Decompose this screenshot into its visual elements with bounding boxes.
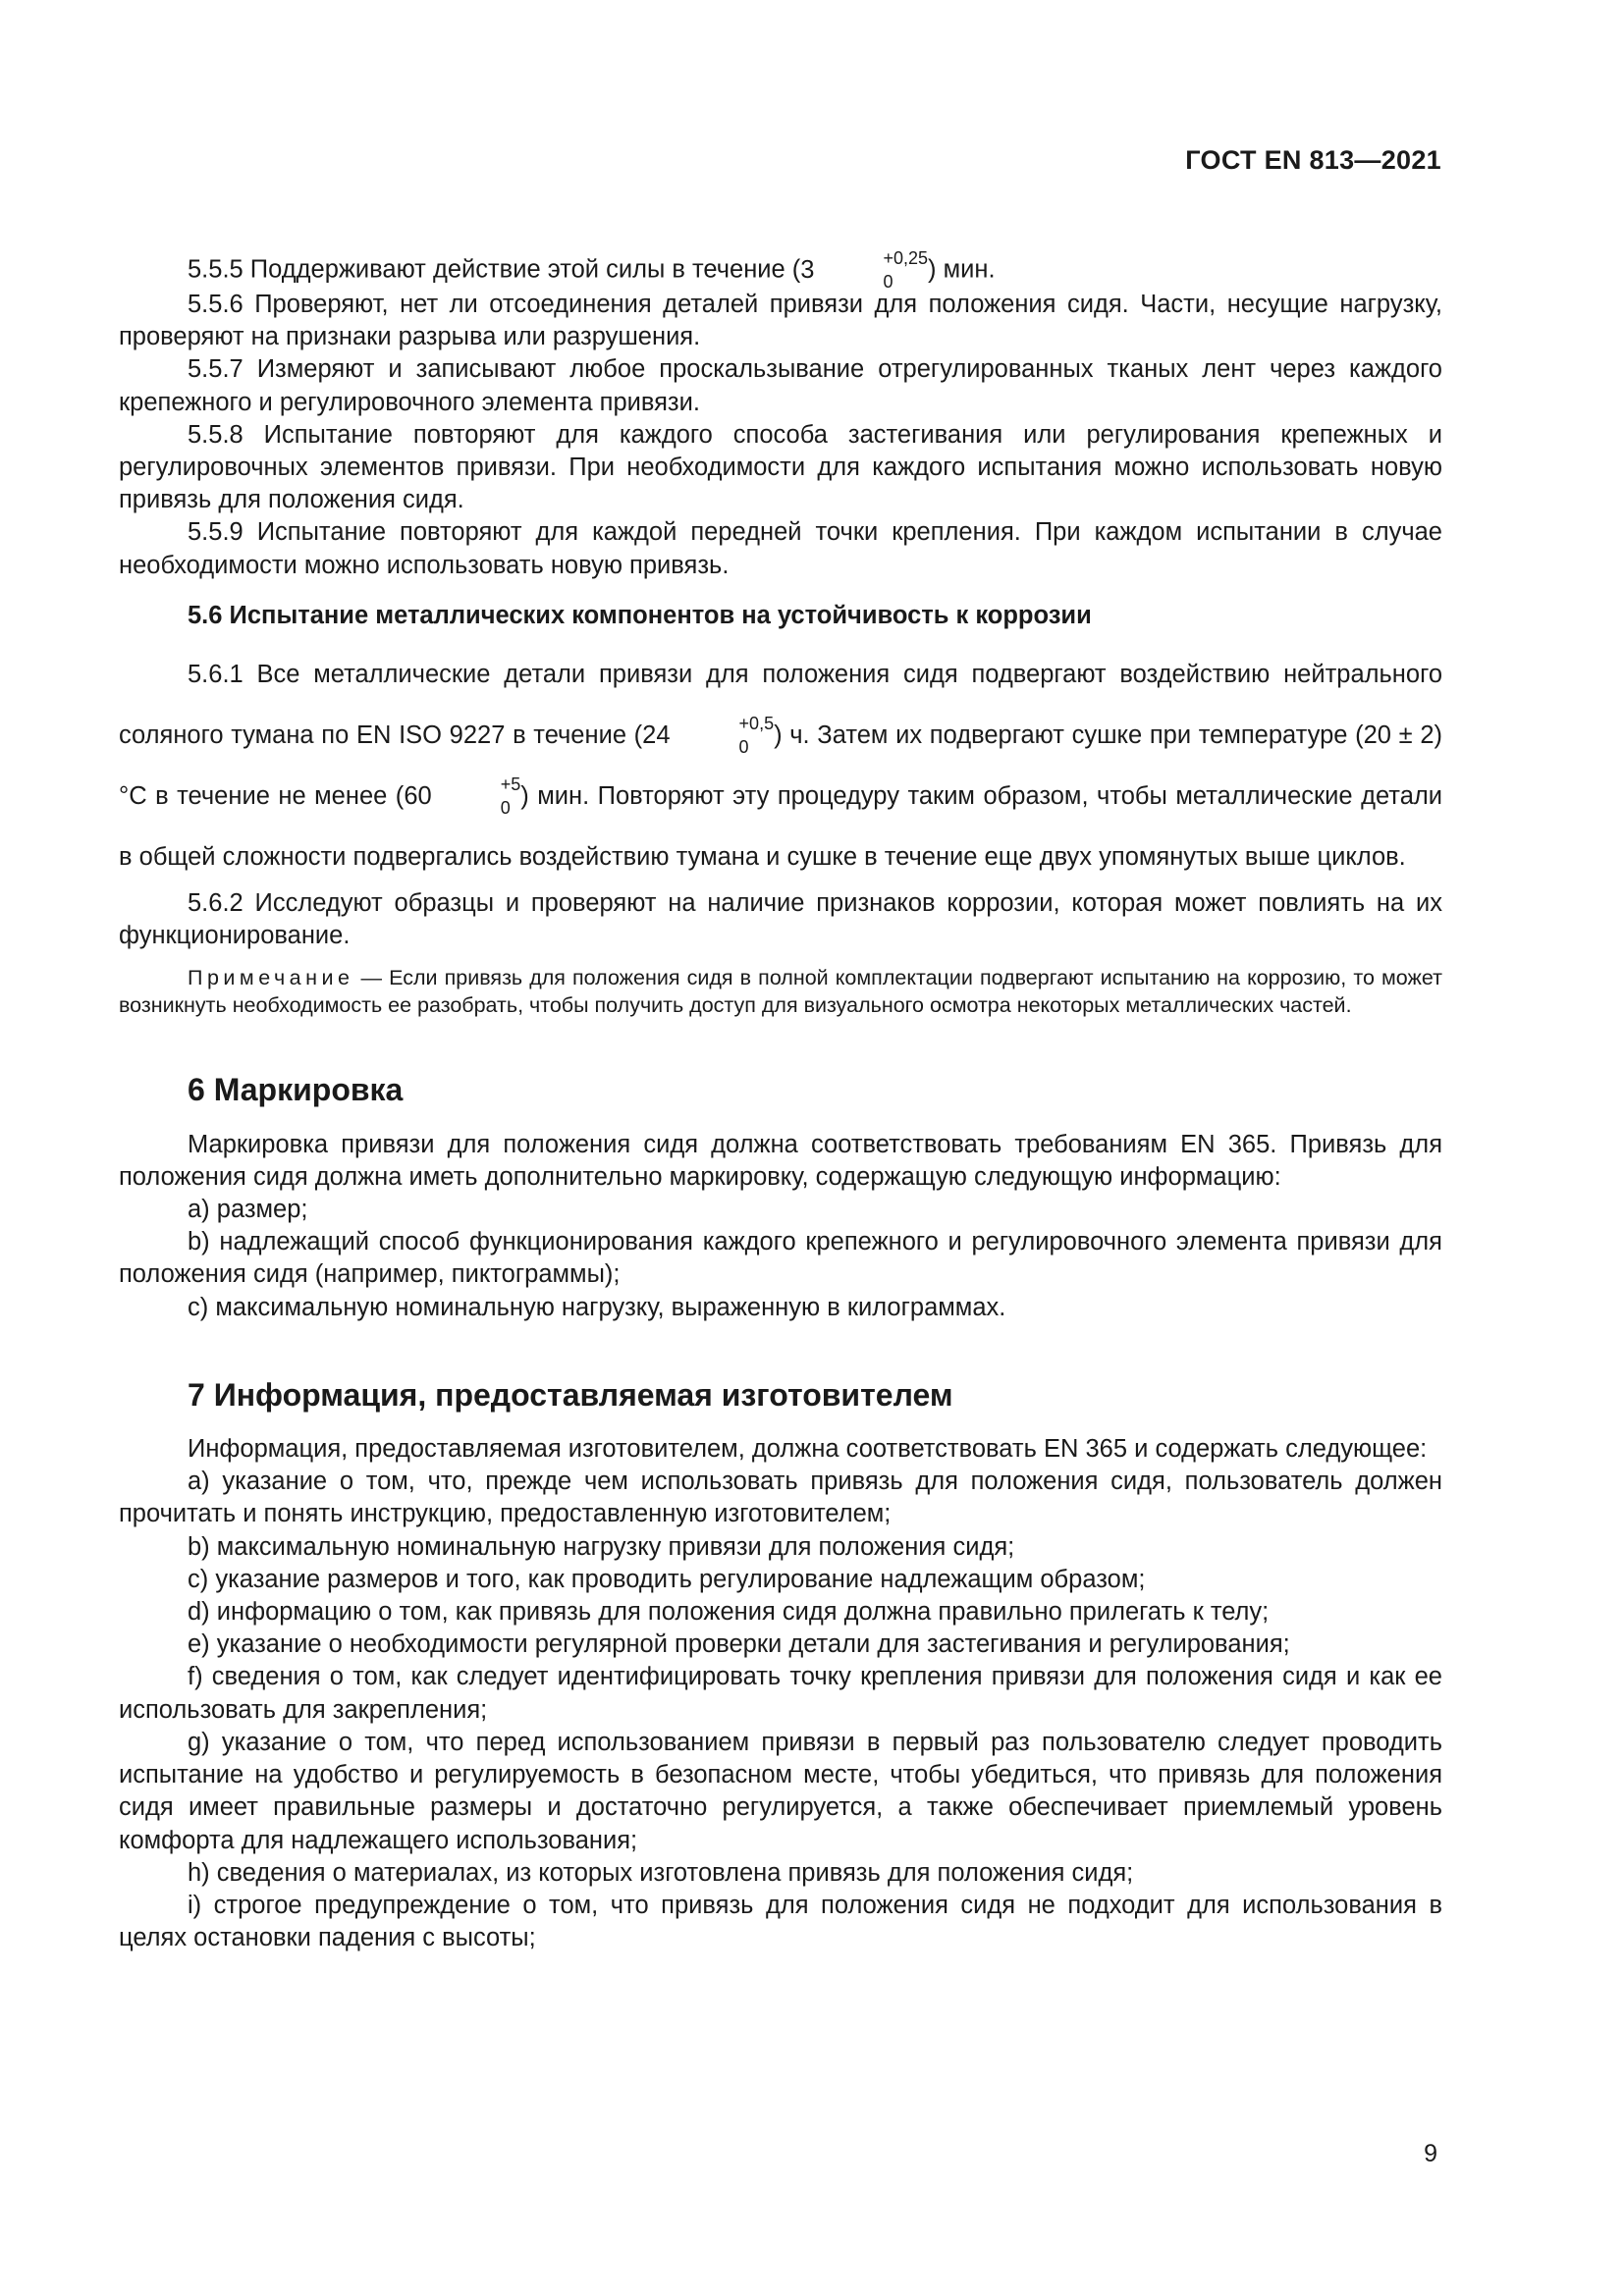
list-item: d) информацию о том, как привязь для положения сидя должна правильно прилегать к телу; (188, 1598, 1270, 1627)
clause-5-5-5: 5.5.5 Поддерживают действие этой силы в течение (3 +0,25 0 ) мин. (188, 248, 996, 292)
page-number: 9 (1424, 2140, 1437, 2167)
list-item: c) максимальную номинальную нагрузку, выраженную в килограммах. (188, 1293, 1006, 1321)
document-body (119, 248, 1443, 1954)
list-item: a) указание о том, что, прежде чем использовать привязь для положения сидя, пользователь должен прочитать и понять инструкцию, предоставленную изготовителем; (119, 1468, 1442, 1528)
list-item: b) надлежащий способ функционирования каждого крепежного и регулировочного элемента привязи для положения сидя (например, пиктограммы); (119, 1228, 1442, 1289)
list-item: i) строгое предупреждение о том, что привязь для положения сидя не подходит для использования в целях остановки падения с высоты; (119, 1891, 1442, 1952)
clause-5-5-7: 5.5.7 Измеряют и записывают любое проскальзывание отрегулированных тканых лент через каждого крепежного и регулировочного элемента привязи. (119, 355, 1442, 416)
section-title-6: 6 Маркировка (188, 1072, 404, 1108)
clause-5-6-2: 5.6.2 Исследуют образцы и проверяют на наличие признаков коррозии, которая может повлиять на их функционирование. (119, 889, 1442, 950)
list-item: a) размер; (188, 1196, 308, 1224)
clause-5-5-9: 5.5.9 Испытание повторяют для каждой передней точки крепления. При каждом испытании в случае необходимости можно использовать новую привязь. (119, 518, 1442, 579)
list-item: f) сведения о том, как следует идентифицировать точку крепления привязи для положения сидя и как ее использовать для закрепления; (119, 1663, 1442, 1724)
section-7-intro: Информация, предоставляемая изготовителем, должна соответствовать EN 365 и содержать следующее: (188, 1435, 1428, 1464)
subsection-title-5-6: 5.6 Испытание металлических компонентов на устойчивость к коррозии (188, 601, 1092, 629)
list-item: c) указание размеров и того, как проводить регулирование надлежащим образом; (188, 1565, 1146, 1593)
section-title-7: 7 Информация, предоставляемая изготовителем (188, 1376, 953, 1413)
clause-5-6-1: 5.6.1 Все металлические детали привязи для положения сидя подвергают воздействию нейтрального соляного тумана по EN ISO 9227 в течение (24 +0,5 0 ) ч. Затем их подвергают сушке при температуре (20 ± 2) °С в течение не менее (60 +5 0 ) мин. Повторяют эту процедуру таким образом, чтобы металлические детали в общей сложности подвергались воздействию тумана и сушке в течение еще двух упомянутых выше циклов. (119, 661, 1443, 872)
list-item: b) максимальную номинальную нагрузку привязи для положения сидя; (188, 1532, 1015, 1561)
list-item: h) сведения о материалах, из которых изготовлена привязь для положения сидя; (188, 1858, 1134, 1887)
note (119, 964, 1442, 1019)
note-label: Примечание (188, 966, 354, 990)
document-id: ГОСТ EN 813—2021 (1185, 145, 1441, 175)
clause-5-5-8: 5.5.8 Испытание повторяют для каждого способа застегивания или регулирования крепежных и регулировочных элементов привязи. При необходимости для каждого испытания можно использовать новую привязь для положения сидя. (119, 420, 1442, 514)
note-text: — Если привязь для положения сидя в полной комплектации подвергают испытанию на коррозию, то может возникнуть необходимость ее разобрать, чтобы получить доступ для визуального осмотра некоторых металлических частей. (119, 966, 1442, 1018)
list-item: g) указание о том, что перед использованием привязи в первый раз пользователю следует проводить испытание на удобство и регулируемость в безопасном месте, чтобы убедиться, что привязь для положения сидя имеет правильные размеры и достаточно регулируется, а также обеспечивает приемлемый уровень комфорта для надлежащего использования; (119, 1728, 1442, 1854)
section-6-intro: Маркировка привязи для положения сидя должна соответствовать требованиям EN 365. Привязь для положения сидя должна иметь дополнительно маркировку, содержащую следующую информацию: (119, 1130, 1442, 1191)
list-item: e) указание о необходимости регулярной проверки детали для застегивания и регулирования; (188, 1630, 1290, 1659)
clause-5-5-6: 5.5.6 Проверяют, нет ли отсоединения деталей привязи для положения сидя. Части, несущие нагрузку, проверяют на признаки разрыва или разрушения. (119, 291, 1442, 351)
